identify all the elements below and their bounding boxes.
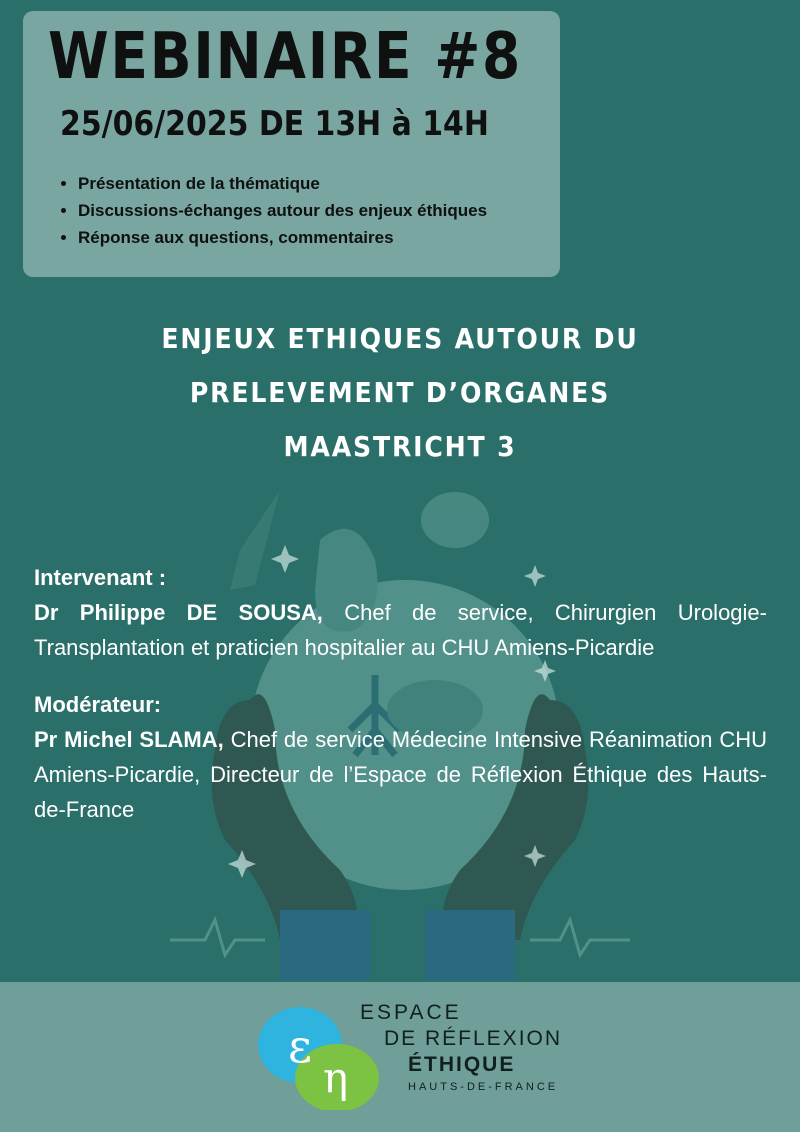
org-line-4: HAUTS-DE-FRANCE (408, 1081, 559, 1093)
agenda-list (58, 170, 487, 251)
webinar-date: 25/06/2025 DE 13H à 14H (60, 104, 489, 144)
footer (0, 982, 800, 1132)
webinar-title: WEBINAIRE #8 (48, 20, 523, 94)
speaker-name: Dr Philippe DE SOUSA, (34, 600, 323, 625)
kidney-icon (421, 492, 489, 548)
left-sleeve-icon (280, 910, 370, 980)
moderator-label: Modérateur: (34, 692, 162, 717)
moderator-paragraph (34, 722, 767, 827)
speakers-section (34, 560, 767, 827)
organization-name (360, 1000, 562, 1096)
org-line-1: ESPACE (360, 1001, 462, 1024)
org-line-3: ÉTHIQUE (408, 1053, 516, 1076)
topic-line-3: MAASTRICHT 3 (283, 430, 517, 463)
heartbeat-line-right (530, 920, 630, 955)
moderator-name: Pr Michel SLAMA, (34, 727, 224, 752)
logo-epsilon: ε (288, 1019, 312, 1073)
topic-title (0, 312, 800, 474)
agenda-item: • Réponse aux questions, commentaires (78, 224, 487, 251)
speaker-paragraph (34, 595, 767, 665)
agenda-item: • Discussions-échanges autour des enjeux éthiques (78, 197, 487, 224)
agenda-item: • Présentation de la thématique (78, 170, 487, 197)
heartbeat-line-left (170, 920, 265, 955)
topic-line-2: PRELEVEMENT D’ORGANES (189, 376, 611, 409)
logo-eta: η (323, 1053, 349, 1102)
moderator-description: Chef de service Médecine Intensive Réanimation CHU Amiens-Picardie, Directeur de l’Espace de Réflexion Éthique des Hauts-de-France (34, 727, 767, 822)
org-line-2: DE RÉFLEXION (384, 1027, 563, 1050)
speaker-label: Intervenant : (34, 565, 167, 590)
topic-line-1: ENJEUX ETHIQUES AUTOUR DU (161, 322, 639, 355)
speaker-description: Chef de service, Chirurgien Urologie-Transplantation et praticien hospitalier au CHU Amiens-Picardie (34, 600, 767, 660)
right-sleeve-icon (425, 910, 515, 980)
